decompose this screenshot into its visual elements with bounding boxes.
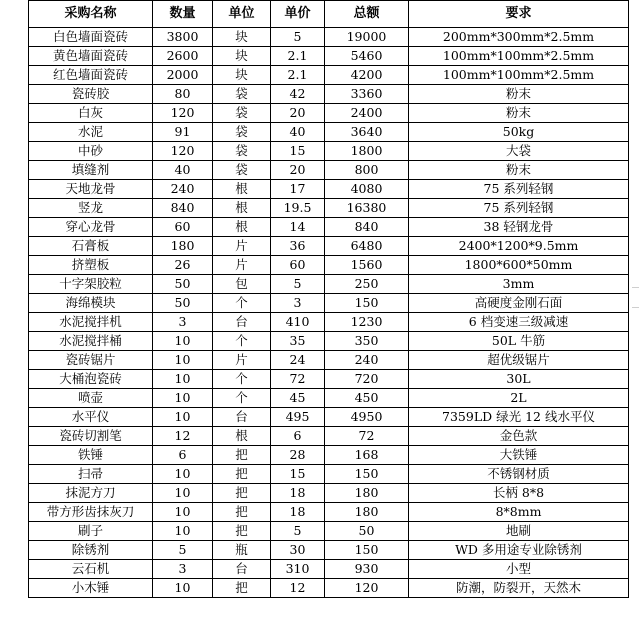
- cell-unit: 个: [213, 332, 271, 351]
- cell-unit-price: 28: [271, 446, 325, 465]
- cell-unit-price: 35: [271, 332, 325, 351]
- table-row: [29, 142, 629, 161]
- cell-requirement: 2L: [409, 389, 629, 408]
- cell-requirement: 1800*600*50mm: [409, 256, 629, 275]
- cell-quantity: 5: [153, 541, 213, 560]
- cell-item-name: 瓷砖锯片: [29, 351, 153, 370]
- cell-unit-price: 19.5: [271, 199, 325, 218]
- cell-unit-price: 24: [271, 351, 325, 370]
- cell-unit: 片: [213, 256, 271, 275]
- header-total: 总额: [325, 1, 409, 28]
- cell-quantity: 60: [153, 218, 213, 237]
- cell-unit: 块: [213, 66, 271, 85]
- cell-unit: 根: [213, 218, 271, 237]
- cell-requirement: 38 轻钢龙骨: [409, 218, 629, 237]
- cell-total: 16380: [325, 199, 409, 218]
- cell-item-name: 海绵模块: [29, 294, 153, 313]
- cell-requirement: 地刷: [409, 522, 629, 541]
- cell-requirement: 高硬度金刚石面: [409, 294, 629, 313]
- cell-total: 120: [325, 579, 409, 598]
- cell-unit: 袋: [213, 142, 271, 161]
- cell-quantity: 91: [153, 123, 213, 142]
- cell-total: 930: [325, 560, 409, 579]
- cell-item-name: 十字架胶粒: [29, 275, 153, 294]
- cell-requirement: 75 系列轻钢: [409, 199, 629, 218]
- cell-item-name: 喷壶: [29, 389, 153, 408]
- cell-unit: 袋: [213, 161, 271, 180]
- cell-item-name: 穿心龙骨: [29, 218, 153, 237]
- table-row: [29, 275, 629, 294]
- table-row: [29, 294, 629, 313]
- cell-total: 150: [325, 465, 409, 484]
- cell-item-name: 竖龙: [29, 199, 153, 218]
- cell-requirement: 50L 牛筋: [409, 332, 629, 351]
- cell-quantity: 12: [153, 427, 213, 446]
- table-row: [29, 123, 629, 142]
- cell-requirement: 粉末: [409, 161, 629, 180]
- cell-requirement: 不锈钢材质: [409, 465, 629, 484]
- table-row: [29, 28, 629, 47]
- cell-unit: 把: [213, 503, 271, 522]
- table-row: [29, 370, 629, 389]
- cell-requirement: 50kg: [409, 123, 629, 142]
- cell-unit: 根: [213, 199, 271, 218]
- cell-total: 4950: [325, 408, 409, 427]
- cell-requirement: 小型: [409, 560, 629, 579]
- header-row: [29, 1, 629, 28]
- cell-item-name: 水平仪: [29, 408, 153, 427]
- cell-unit: 把: [213, 484, 271, 503]
- cell-unit-price: 18: [271, 484, 325, 503]
- cell-quantity: 50: [153, 275, 213, 294]
- cell-total: 3640: [325, 123, 409, 142]
- cell-quantity: 80: [153, 85, 213, 104]
- edge-divider-mark: [632, 287, 639, 288]
- cell-unit: 袋: [213, 104, 271, 123]
- table-row: [29, 237, 629, 256]
- cell-unit-price: 12: [271, 579, 325, 598]
- procurement-sheet: [28, 0, 628, 598]
- table-body: [29, 28, 629, 598]
- cell-requirement: 6 档变速三级减速: [409, 313, 629, 332]
- cell-item-name: 黄色墙面瓷砖: [29, 47, 153, 66]
- cell-unit-price: 17: [271, 180, 325, 199]
- cell-item-name: 瓷砖切割笔: [29, 427, 153, 446]
- cell-total: 6480: [325, 237, 409, 256]
- cell-quantity: 120: [153, 104, 213, 123]
- cell-item-name: 水泥: [29, 123, 153, 142]
- cell-quantity: 3: [153, 313, 213, 332]
- cell-total: 19000: [325, 28, 409, 47]
- cell-quantity: 10: [153, 408, 213, 427]
- cell-unit: 个: [213, 370, 271, 389]
- table-row: [29, 579, 629, 598]
- cell-unit-price: 45: [271, 389, 325, 408]
- cell-item-name: 中砂: [29, 142, 153, 161]
- edge-divider-mark: [632, 307, 639, 308]
- cell-total: 50: [325, 522, 409, 541]
- cell-unit-price: 72: [271, 370, 325, 389]
- table-row: [29, 199, 629, 218]
- cell-requirement: 大袋: [409, 142, 629, 161]
- cell-unit-price: 18: [271, 503, 325, 522]
- cell-unit: 根: [213, 180, 271, 199]
- table-row: [29, 85, 629, 104]
- cell-item-name: 云石机: [29, 560, 153, 579]
- cell-quantity: 10: [153, 503, 213, 522]
- cell-item-name: 除锈剂: [29, 541, 153, 560]
- cell-unit-price: 15: [271, 142, 325, 161]
- cell-unit-price: 310: [271, 560, 325, 579]
- cell-total: 840: [325, 218, 409, 237]
- table-row: [29, 66, 629, 85]
- cell-item-name: 小木锤: [29, 579, 153, 598]
- table-row: [29, 484, 629, 503]
- cell-item-name: 石膏板: [29, 237, 153, 256]
- cell-quantity: 10: [153, 579, 213, 598]
- cell-requirement: 粉末: [409, 104, 629, 123]
- table-row: [29, 522, 629, 541]
- cell-unit-price: 14: [271, 218, 325, 237]
- table-row: [29, 180, 629, 199]
- cell-requirement: 7359LD 绿光 12 线水平仪: [409, 408, 629, 427]
- table-row: [29, 560, 629, 579]
- cell-unit: 把: [213, 522, 271, 541]
- cell-unit: 台: [213, 560, 271, 579]
- cell-quantity: 10: [153, 389, 213, 408]
- cell-unit: 台: [213, 313, 271, 332]
- table-row: [29, 408, 629, 427]
- cell-requirement: WD 多用途专业除锈剂: [409, 541, 629, 560]
- cell-total: 1800: [325, 142, 409, 161]
- cell-total: 4200: [325, 66, 409, 85]
- cell-unit-price: 5: [271, 28, 325, 47]
- cell-quantity: 2600: [153, 47, 213, 66]
- header-quantity: 数量: [153, 1, 213, 28]
- cell-total: 350: [325, 332, 409, 351]
- cell-unit: 块: [213, 28, 271, 47]
- table-row: [29, 256, 629, 275]
- cell-unit: 瓶: [213, 541, 271, 560]
- cell-item-name: 天地龙骨: [29, 180, 153, 199]
- cell-quantity: 2000: [153, 66, 213, 85]
- cell-item-name: 铁锤: [29, 446, 153, 465]
- cell-quantity: 120: [153, 142, 213, 161]
- cell-item-name: 水泥搅拌桶: [29, 332, 153, 351]
- cell-unit-price: 60: [271, 256, 325, 275]
- cell-unit: 袋: [213, 123, 271, 142]
- cell-quantity: 240: [153, 180, 213, 199]
- cell-total: 4080: [325, 180, 409, 199]
- table-row: [29, 104, 629, 123]
- cell-total: 240: [325, 351, 409, 370]
- cell-quantity: 50: [153, 294, 213, 313]
- cell-requirement: 长柄 8*8: [409, 484, 629, 503]
- cell-total: 1230: [325, 313, 409, 332]
- table-row: [29, 313, 629, 332]
- header-unit-price: 单价: [271, 1, 325, 28]
- cell-item-name: 白色墙面瓷砖: [29, 28, 153, 47]
- table-row: [29, 541, 629, 560]
- table-row: [29, 503, 629, 522]
- cell-quantity: 10: [153, 465, 213, 484]
- cell-unit: 包: [213, 275, 271, 294]
- cell-requirement: 超优级锯片: [409, 351, 629, 370]
- cell-quantity: 180: [153, 237, 213, 256]
- cell-total: 180: [325, 484, 409, 503]
- cell-requirement: 2400*1200*9.5mm: [409, 237, 629, 256]
- cell-unit: 把: [213, 446, 271, 465]
- cell-quantity: 10: [153, 332, 213, 351]
- table-row: [29, 47, 629, 66]
- table-row: [29, 332, 629, 351]
- cell-requirement: 金色款: [409, 427, 629, 446]
- cell-unit-price: 42: [271, 85, 325, 104]
- cell-unit-price: 5: [271, 522, 325, 541]
- cell-quantity: 840: [153, 199, 213, 218]
- cell-unit-price: 5: [271, 275, 325, 294]
- cell-total: 720: [325, 370, 409, 389]
- cell-requirement: 100mm*100mm*2.5mm: [409, 47, 629, 66]
- cell-unit: 袋: [213, 85, 271, 104]
- cell-unit: 块: [213, 47, 271, 66]
- cell-unit-price: 495: [271, 408, 325, 427]
- table-row: [29, 465, 629, 484]
- cell-unit: 把: [213, 465, 271, 484]
- cell-unit-price: 30: [271, 541, 325, 560]
- cell-total: 72: [325, 427, 409, 446]
- cell-quantity: 3800: [153, 28, 213, 47]
- cell-item-name: 大桶泡瓷砖: [29, 370, 153, 389]
- cell-total: 150: [325, 294, 409, 313]
- cell-unit-price: 20: [271, 161, 325, 180]
- cell-requirement: 30L: [409, 370, 629, 389]
- cell-unit-price: 36: [271, 237, 325, 256]
- cell-quantity: 10: [153, 484, 213, 503]
- cell-unit: 把: [213, 579, 271, 598]
- cell-total: 5460: [325, 47, 409, 66]
- cell-quantity: 40: [153, 161, 213, 180]
- cell-unit: 台: [213, 408, 271, 427]
- cell-requirement: 8*8mm: [409, 503, 629, 522]
- cell-quantity: 26: [153, 256, 213, 275]
- cell-item-name: 白灰: [29, 104, 153, 123]
- cell-requirement: 防潮，防裂开，天然木: [409, 579, 629, 598]
- cell-unit: 片: [213, 351, 271, 370]
- cell-item-name: 填缝剂: [29, 161, 153, 180]
- cell-requirement: 大铁锤: [409, 446, 629, 465]
- cell-unit-price: 410: [271, 313, 325, 332]
- table-row: [29, 351, 629, 370]
- cell-unit-price: 2.1: [271, 47, 325, 66]
- cell-item-name: 扫帚: [29, 465, 153, 484]
- cell-item-name: 水泥搅拌机: [29, 313, 153, 332]
- cell-total: 1560: [325, 256, 409, 275]
- cell-requirement: 75 系列轻钢: [409, 180, 629, 199]
- cell-quantity: 10: [153, 370, 213, 389]
- cell-quantity: 3: [153, 560, 213, 579]
- cell-unit-price: 3: [271, 294, 325, 313]
- cell-total: 150: [325, 541, 409, 560]
- table-row: [29, 161, 629, 180]
- cell-requirement: 100mm*100mm*2.5mm: [409, 66, 629, 85]
- cell-quantity: 6: [153, 446, 213, 465]
- cell-total: 168: [325, 446, 409, 465]
- table-row: [29, 218, 629, 237]
- table-row: [29, 389, 629, 408]
- cell-item-name: 带方形齿抹灰刀: [29, 503, 153, 522]
- cell-item-name: 抹泥方刀: [29, 484, 153, 503]
- cell-requirement: 3mm: [409, 275, 629, 294]
- cell-unit: 个: [213, 389, 271, 408]
- cell-unit-price: 40: [271, 123, 325, 142]
- cell-total: 3360: [325, 85, 409, 104]
- cell-unit-price: 20: [271, 104, 325, 123]
- cell-item-name: 刷子: [29, 522, 153, 541]
- cell-unit-price: 2.1: [271, 66, 325, 85]
- cell-total: 800: [325, 161, 409, 180]
- cell-total: 250: [325, 275, 409, 294]
- cell-unit-price: 15: [271, 465, 325, 484]
- cell-total: 450: [325, 389, 409, 408]
- cell-item-name: 红色墙面瓷砖: [29, 66, 153, 85]
- cell-quantity: 10: [153, 522, 213, 541]
- header-item-name: 采购名称: [29, 1, 153, 28]
- cell-unit: 根: [213, 427, 271, 446]
- procurement-table: [28, 0, 629, 598]
- cell-unit: 个: [213, 294, 271, 313]
- table-row: [29, 427, 629, 446]
- cell-unit-price: 6: [271, 427, 325, 446]
- cell-item-name: 瓷砖胶: [29, 85, 153, 104]
- cell-item-name: 挤塑板: [29, 256, 153, 275]
- table-row: [29, 446, 629, 465]
- cell-requirement: 粉末: [409, 85, 629, 104]
- cell-unit: 片: [213, 237, 271, 256]
- header-requirement: 要求: [409, 1, 629, 28]
- cell-requirement: 200mm*300mm*2.5mm: [409, 28, 629, 47]
- cell-total: 2400: [325, 104, 409, 123]
- cell-quantity: 10: [153, 351, 213, 370]
- cell-total: 180: [325, 503, 409, 522]
- header-unit: 单位: [213, 1, 271, 28]
